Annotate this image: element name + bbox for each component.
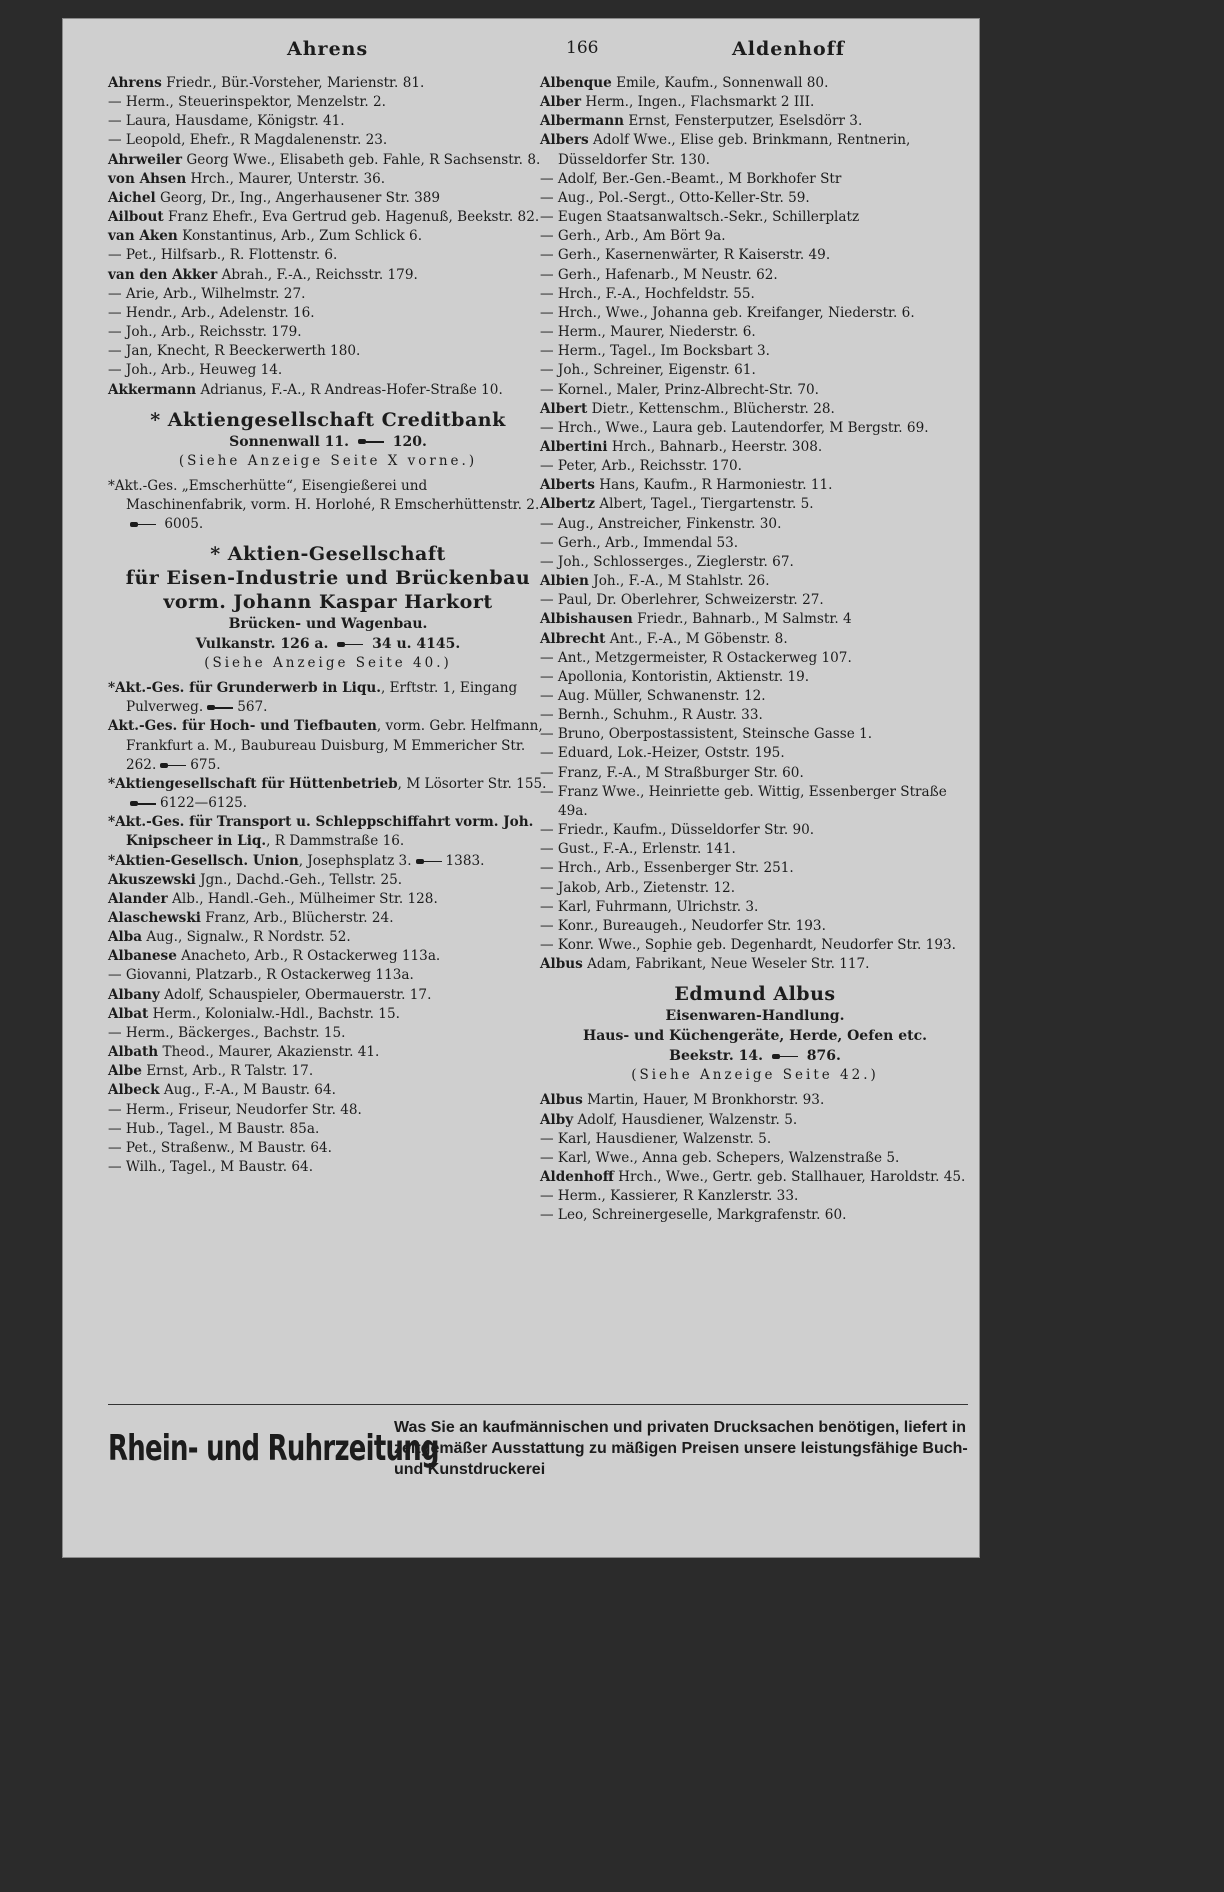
list-item (540, 840, 970, 859)
advert-subtitle: Eisenwaren-Handlung. (665, 1008, 845, 1025)
list-item (540, 208, 970, 227)
entry-text: Herm., Kolonialw.-Hdl., Bachstr. 15. (148, 1005, 400, 1022)
advert-address-line (108, 432, 548, 452)
entry-text: Hrch., Wwe., Gertr. geb. Stallhauer, Haroldstr. 45. (613, 1168, 966, 1185)
advert-address-line (108, 634, 548, 654)
list-item (540, 936, 970, 955)
list-item (540, 476, 970, 495)
entry-text: — Joh., Arb., Reichsstr. 179. (108, 324, 302, 341)
advert-note: (Siehe Anzeige Seite 40.) (204, 655, 452, 672)
entry-text: — Friedr., Kaufm., Düsseldorfer Str. 90. (540, 822, 815, 839)
entry-text: — Wilh., Tagel., M Baustr. 64. (108, 1159, 314, 1176)
list-item (540, 898, 970, 917)
left-column (108, 74, 548, 1177)
entry-text: — Hendr., Arb., Adelenstr. 16. (108, 304, 315, 321)
entry-text: — Herm., Tagel., Im Bocksbart 3. (540, 343, 770, 360)
entry-name: Akkermann (108, 381, 197, 398)
entry-name: von Ahsen (108, 170, 187, 187)
advert-address: Vulkanstr. 126 a. (195, 636, 329, 653)
list-item (540, 917, 970, 936)
entry-text: Jgn., Dachd.-Geh., Tellstr. 25. (195, 871, 403, 888)
entry-text: — Gerh., Hafenarb., M Neustr. 62. (540, 266, 778, 283)
entry-text: — Franz, F.-A., M Straßburger Str. 60. (540, 764, 804, 781)
entry-name: Albany (108, 986, 160, 1003)
entry-text: — Joh., Arb., Heuweg 14. (108, 362, 283, 379)
advert-albus (540, 982, 970, 1085)
list-item (540, 285, 970, 304)
list-item (540, 725, 970, 744)
list-item (108, 1005, 548, 1024)
list-item (108, 1120, 548, 1139)
entry-text: — Aug., Anstreicher, Finkenstr. 30. (540, 515, 782, 532)
list-item (540, 342, 970, 361)
telephone-icon (130, 799, 156, 808)
list-item (108, 170, 548, 189)
telephone-icon (416, 857, 442, 866)
entry-text: Ernst, Fensterputzer, Eselsdörr 3. (624, 113, 863, 130)
advert-phone: 34 u. 4145. (372, 636, 461, 653)
entry-text: — Gerh., Arb., Immendal 53. (540, 534, 739, 551)
list-item (540, 189, 970, 208)
entry-text: — Herm., Steuerinspektor, Menzelstr. 2. (108, 94, 386, 111)
entry-text: — Franz Wwe., Heinriette geb. Wittig, Essenberger Straße 49a. (540, 783, 947, 819)
advert-title: Edmund Albus (674, 983, 836, 1006)
entry-name: Albrecht (540, 630, 606, 647)
telephone-icon (772, 1052, 798, 1061)
list-item (108, 323, 548, 342)
list-item (108, 208, 548, 227)
entry-name: Alaschewski (108, 910, 201, 926)
list-item (540, 515, 970, 534)
list-item (540, 131, 970, 169)
entry-name: Alber (540, 94, 582, 111)
list-item (108, 717, 548, 774)
entry-text: Adolf Wwe., Elise geb. Brinkmann, Rentnerin, Düsseldorfer Str. 130. (558, 132, 911, 168)
telephone-icon (358, 437, 384, 446)
entry-text: Joh., F.-A., M Stahlstr. 26. (588, 573, 770, 590)
page-number: 166 (566, 38, 599, 58)
list-item (108, 966, 548, 985)
entry-text: Hrch., Bahnarb., Heerstr. 308. (607, 438, 823, 455)
list-item (108, 1139, 548, 1158)
entry-name: van Aken (108, 228, 178, 245)
entry-text: Adrianus, F.-A., R Andreas-Hofer-Straße 10. (196, 381, 503, 398)
entry-phone: 567. (237, 699, 268, 716)
telephone-icon (160, 761, 186, 770)
advert-phone: 876. (806, 1048, 841, 1065)
list-item (108, 1043, 548, 1062)
entry-text: Martin, Hauer, M Bronkhorstr. 93. (582, 1092, 825, 1109)
entry-name: Aichel (108, 189, 156, 206)
entry-text: *Akt.-Ges. „Emscherhütte“, Eisengießerei und Maschinenfabrik, vorm. H. Horlohé, R Emscherhüttenstr. 2. (108, 477, 540, 513)
entry-text: — Gust., F.-A., Erlenstr. 141. (540, 841, 736, 858)
advert-title: * Aktiengesellschaft Creditbank (150, 408, 506, 431)
directory-page (62, 18, 980, 1558)
list-item (540, 955, 970, 974)
list-item (108, 381, 548, 400)
entry-name: *Akt.-Ges. für Transport u. Schleppschiffahrt vorm. Joh. Knipscheer in Liq. (108, 814, 534, 850)
entry-text: Hrch., Maurer, Unterstr. 36. (186, 170, 386, 187)
entry-name: Albat (108, 1005, 149, 1022)
list-item (540, 1168, 970, 1187)
advert-title-line-3: vorm. Johann Kaspar Harkort (163, 591, 493, 614)
entry-text: — Joh., Schlosserges., Zieglerstr. 67. (540, 553, 794, 570)
list-item (540, 438, 970, 457)
entry-name: Alba (108, 929, 143, 946)
entry-text: — Hrch., F.-A., Hochfeldstr. 55. (540, 285, 755, 302)
entry-text: Ant., F.-A., M Göbenstr. 8. (605, 630, 788, 647)
entry-text: Aug., Signalw., R Nordstr. 52. (142, 929, 351, 946)
entry-text: Adam, Fabrikant, Neue Weseler Str. 117. (582, 956, 870, 973)
entry-text: Georg, Dr., Ing., Angerhausener Str. 389 (155, 189, 441, 206)
list-item (540, 1091, 970, 1110)
entry-text: — Hrch., Wwe., Laura geb. Lautendorfer, M Bergstr. 69. (540, 419, 929, 436)
entry-text: Georg Wwe., Elisabeth geb. Fahle, R Sachsenstr. 8. (182, 151, 541, 168)
list-item (108, 871, 548, 890)
entry-name: Albertini (540, 438, 608, 455)
list-item (540, 74, 970, 93)
right-column (540, 74, 970, 1225)
entry-text: — Herm., Bäckerges., Bachstr. 15. (108, 1024, 346, 1041)
list-item (540, 572, 970, 591)
entry-name: Albath (108, 1044, 159, 1061)
entry-text: Friedr., Bahnarb., M Salmstr. 4 (632, 611, 852, 628)
entry-name: *Aktien-Gesellsch. Union (108, 852, 299, 869)
list-item (540, 553, 970, 572)
list-item (540, 610, 970, 629)
entry-text: — Karl, Hausdiener, Walzenstr. 5. (540, 1130, 772, 1147)
list-item (540, 630, 970, 649)
list-item (108, 285, 548, 304)
entry-text: Adolf, Schauspieler, Obermauerstr. 17. (159, 986, 432, 1003)
list-item (108, 477, 548, 534)
entry-name: Albanese (108, 948, 177, 965)
advert-address-line (540, 1046, 970, 1066)
entry-text: — Jan, Knecht, R Beeckerwerth 180. (108, 343, 361, 360)
entry-text: — Kornel., Maler, Prinz-Albrecht-Str. 70. (540, 381, 819, 398)
advert-subtitle-line-2: Haus- und Küchengeräte, Herde, Oefen etc. (583, 1028, 927, 1045)
entry-text: — Bernh., Schuhm., R Austr. 33. (540, 707, 763, 724)
newspaper-logo: Rhein- und Ruhrzeitung (108, 1428, 439, 1469)
list-item (540, 361, 970, 380)
entry-text: — Peter, Arb., Reichsstr. 170. (540, 458, 742, 475)
list-item (540, 323, 970, 342)
entry-text: Franz Ehefr., Eva Gertrud geb. Hagenuß, Beekstr. 82. (163, 209, 540, 226)
entry-text: Ernst, Arb., R Talstr. 17. (141, 1063, 314, 1080)
list-item (108, 227, 548, 246)
entry-text: Konstantinus, Arb., Zum Schlick 6. (177, 228, 423, 245)
entry-text: — Laura, Hausdame, Königstr. 41. (108, 113, 345, 130)
entry-name: Albus (540, 956, 583, 973)
entry-name: Albert (540, 400, 588, 417)
entry-phone: 1383. (445, 852, 485, 869)
telephone-icon (130, 520, 156, 529)
list-item (540, 706, 970, 725)
telephone-icon (337, 640, 363, 649)
list-item (540, 400, 970, 419)
list-item (108, 246, 548, 265)
list-item (540, 687, 970, 706)
entry-text: Hans, Kaufm., R Harmoniestr. 11. (594, 477, 833, 494)
advert-note: (Siehe Anzeige Seite 42.) (631, 1067, 879, 1084)
entry-text: — Leo, Schreinergeselle, Markgrafenstr. 60. (540, 1207, 847, 1224)
list-item (540, 668, 970, 687)
entry-text: Emile, Kaufm., Sonnenwall 80. (611, 75, 829, 91)
entry-name: Albermann (540, 113, 624, 130)
entry-text: Theod., Maurer, Akazienstr. 41. (158, 1044, 380, 1061)
entry-text: — Jakob, Arb., Zietenstr. 12. (540, 879, 736, 896)
list-item (108, 890, 548, 909)
entry-name: Ahrweiler (108, 151, 183, 168)
list-item (108, 189, 548, 208)
list-item (540, 112, 970, 131)
list-item (108, 151, 548, 170)
entry-text: — Herm., Kassierer, R Kanzlerstr. 33. (540, 1188, 799, 1205)
list-item (540, 304, 970, 323)
list-item (108, 361, 548, 380)
entry-name: van den Akker (108, 266, 218, 283)
list-item (540, 821, 970, 840)
entry-text: — Konr. Wwe., Sophie geb. Degenhardt, Neudorfer Str. 193. (540, 937, 956, 954)
entry-text: — Ant., Metzgermeister, R Ostackerweg 107. (540, 649, 852, 666)
entry-text: Alb., Handl.-Geh., Mülheimer Str. 128. (167, 890, 438, 907)
list-item (108, 266, 548, 285)
entry-text: , vorm. Gebr. Helfmann, Frankfurt a. M., Baubureau Duisburg, M Emmericher Str. 262. (126, 718, 543, 773)
entry-name: Ahrens (108, 75, 162, 91)
entry-text: — Pet., Hilfsarb., R. Flottenstr. 6. (108, 247, 338, 264)
entry-name: Alby (540, 1111, 574, 1128)
entry-text: Adolf, Hausdiener, Walzenstr. 5. (573, 1111, 798, 1128)
list-item (108, 1101, 548, 1120)
entry-text: — Karl, Fuhrmann, Ulrichstr. 3. (540, 898, 759, 915)
entry-name: Aldenhoff (540, 1168, 614, 1185)
list-item (108, 112, 548, 131)
list-item (108, 947, 548, 966)
entry-name: Albers (540, 132, 589, 149)
list-item (540, 170, 970, 189)
advert-phone: 120. (392, 433, 427, 450)
list-item (108, 93, 548, 112)
list-item (540, 534, 970, 553)
entry-list (540, 1091, 970, 1225)
list-item (540, 859, 970, 878)
advert-subtitle: Brücken- und Wagenbau. (228, 616, 428, 633)
entry-text: Dietr., Kettenschm., Blücherstr. 28. (587, 400, 835, 417)
list-item (540, 381, 970, 400)
entry-text: Anacheto, Arb., R Ostackerweg 113a. (176, 948, 441, 965)
list-item (540, 1111, 970, 1130)
entry-name: *Aktiengesellschaft für Hüttenbetrieb (108, 775, 398, 792)
list-item (108, 1062, 548, 1081)
list-item (540, 266, 970, 285)
header-right-keyword: Aldenhoff (732, 38, 845, 60)
advert-creditbank (108, 408, 548, 471)
list-item (540, 457, 970, 476)
entry-name: Albien (540, 573, 589, 590)
telephone-icon (207, 703, 233, 712)
entry-text: — Joh., Schreiner, Eigenstr. 61. (540, 362, 756, 379)
entry-text: — Aug. Müller, Schwanenstr. 12. (540, 688, 766, 704)
list-item (540, 1206, 970, 1225)
entry-name: *Akt.-Ges. für Grunderwerb in Liqu. (108, 680, 381, 697)
list-item (540, 591, 970, 610)
entry-text: , Erftstr. 1, Eingang Pulverweg. (126, 680, 518, 716)
list-item (108, 775, 548, 813)
list-item (108, 986, 548, 1005)
list-item (108, 74, 548, 93)
entry-name: Albe (108, 1063, 142, 1080)
entry-text: — Bruno, Oberpostassistent, Steinsche Gasse 1. (540, 726, 873, 743)
list-item (108, 679, 548, 717)
entry-text: — Herm., Maurer, Niederstr. 6. (540, 324, 756, 341)
list-item (540, 764, 970, 783)
entry-text: — Pet., Straßenw., M Baustr. 64. (108, 1139, 332, 1156)
entry-text: — Giovanni, Platzarb., R Ostackerweg 113a. (108, 967, 414, 984)
entry-text: — Apollonia, Kontoristin, Aktienstr. 19. (540, 668, 810, 685)
list-item (108, 909, 548, 928)
entry-text: — Karl, Wwe., Anna geb. Schepers, Walzenstraße 5. (540, 1149, 900, 1166)
entry-text: Abrah., F.-A., Reichsstr. 179. (217, 266, 418, 283)
entry-phone: 6005. (164, 515, 204, 532)
entry-text: — Adolf, Ber.-Gen.-Beamt., M Borkhofer Str (540, 170, 842, 187)
list-item (108, 928, 548, 947)
entry-text: — Eduard, Lok.-Heizer, Oststr. 195. (540, 745, 785, 762)
list-item (108, 1158, 548, 1177)
advert-title-line-2: für Eisen-Industrie und Brückenbau (125, 567, 531, 590)
list-item (108, 813, 548, 851)
list-item (108, 852, 548, 871)
entry-text: Herm., Ingen., Flachsmarkt 2 III. (581, 94, 815, 111)
entry-text: — Gerh., Kasernenwärter, R Kaiserstr. 49. (540, 247, 831, 264)
advert-address: Beekstr. 14. (669, 1048, 764, 1065)
list-item (108, 342, 548, 361)
entry-list (108, 679, 548, 1177)
entry-text: — Gerh., Arb., Am Bört 9a. (540, 228, 726, 245)
list-item (540, 495, 970, 514)
entry-text: — Hrch., Arb., Essenberger Str. 251. (540, 860, 794, 877)
advert-address: Sonnenwall 11. (229, 433, 350, 450)
entry-name: Alberts (540, 477, 595, 494)
entry-text: — Aug., Pol.-Sergt., Otto-Keller-Str. 59. (540, 189, 810, 206)
list-item (108, 1024, 548, 1043)
list-item (540, 783, 970, 821)
entry-name: Akuszewski (108, 871, 196, 888)
list-item (540, 1187, 970, 1206)
entry-text: , R Dammstraße 16. (266, 833, 405, 850)
list-item (540, 744, 970, 763)
footer-advert-text: Was Sie an kaufmännischen und privaten Drucksachen benötigen, liefert in zeitgemäßer Ausstattung zu mäßigen Preisen unsere leistungsfähige Buch- und Kunstdruckerei (394, 1419, 968, 1478)
entry-text: — Konr., Bureaugeh., Neudorfer Str. 193. (540, 917, 826, 934)
entry-name: Albeck (108, 1082, 160, 1099)
entry-text: — Arie, Arb., Wilhelmstr. 27. (108, 285, 306, 302)
entry-text: — Leopold, Ehefr., R Magdalenenstr. 23. (108, 132, 388, 149)
list-item (540, 227, 970, 246)
entry-list (540, 74, 970, 974)
entry-name: Albertz (540, 496, 596, 513)
list-item (540, 879, 970, 898)
entry-text: Friedr., Bür.-Vorsteher, Marienstr. 81. (161, 75, 425, 91)
entry-text: Albert, Tagel., Tiergartenstr. 5. (595, 496, 814, 513)
page-header (122, 38, 930, 74)
entry-name: Albus (540, 1092, 583, 1109)
list-item (540, 1130, 970, 1149)
list-item (108, 1081, 548, 1100)
header-left-keyword: Ahrens (287, 38, 369, 60)
list-item (540, 419, 970, 438)
advert-harkort (108, 542, 548, 673)
entry-text: , M Lösorter Str. 155. (397, 775, 547, 792)
entry-name: Alander (108, 890, 168, 907)
entry-text: — Hub., Tagel., M Baustr. 85a. (108, 1120, 320, 1137)
footer-advert (108, 1404, 968, 1493)
entry-name: Albenque (540, 75, 612, 91)
advert-title: * Aktien-Gesellschaft (210, 543, 446, 566)
list-item (540, 93, 970, 112)
entry-text: — Paul, Dr. Oberlehrer, Schweizerstr. 27. (540, 592, 824, 609)
entry-text: , Josephsplatz 3. (298, 852, 412, 869)
entry-name: Ailbout (108, 209, 164, 226)
entry-phone: 675. (190, 756, 221, 773)
entry-name: Akt.-Ges. für Hoch- und Tiefbauten (108, 718, 377, 735)
list-item (108, 304, 548, 323)
entry-list (108, 74, 548, 400)
list-item (540, 1149, 970, 1168)
list-item (540, 649, 970, 668)
entry-text: — Eugen Staatsanwaltsch.-Sekr., Schillerplatz (540, 209, 860, 226)
entry-text: Franz, Arb., Blücherstr. 24. (200, 910, 394, 926)
entry-text: — Herm., Friseur, Neudorfer Str. 48. (108, 1101, 362, 1118)
entry-text: — Hrch., Wwe., Johanna geb. Kreifanger, Niederstr. 6. (540, 304, 915, 321)
advert-note: (Siehe Anzeige Seite X vorne.) (178, 452, 478, 469)
entry-text: Aug., F.-A., M Baustr. 64. (159, 1082, 336, 1099)
entry-name: Albishausen (540, 611, 633, 628)
list-item (108, 131, 548, 150)
entry-phone: 6122—6125. (160, 795, 248, 812)
list-item (540, 246, 970, 265)
